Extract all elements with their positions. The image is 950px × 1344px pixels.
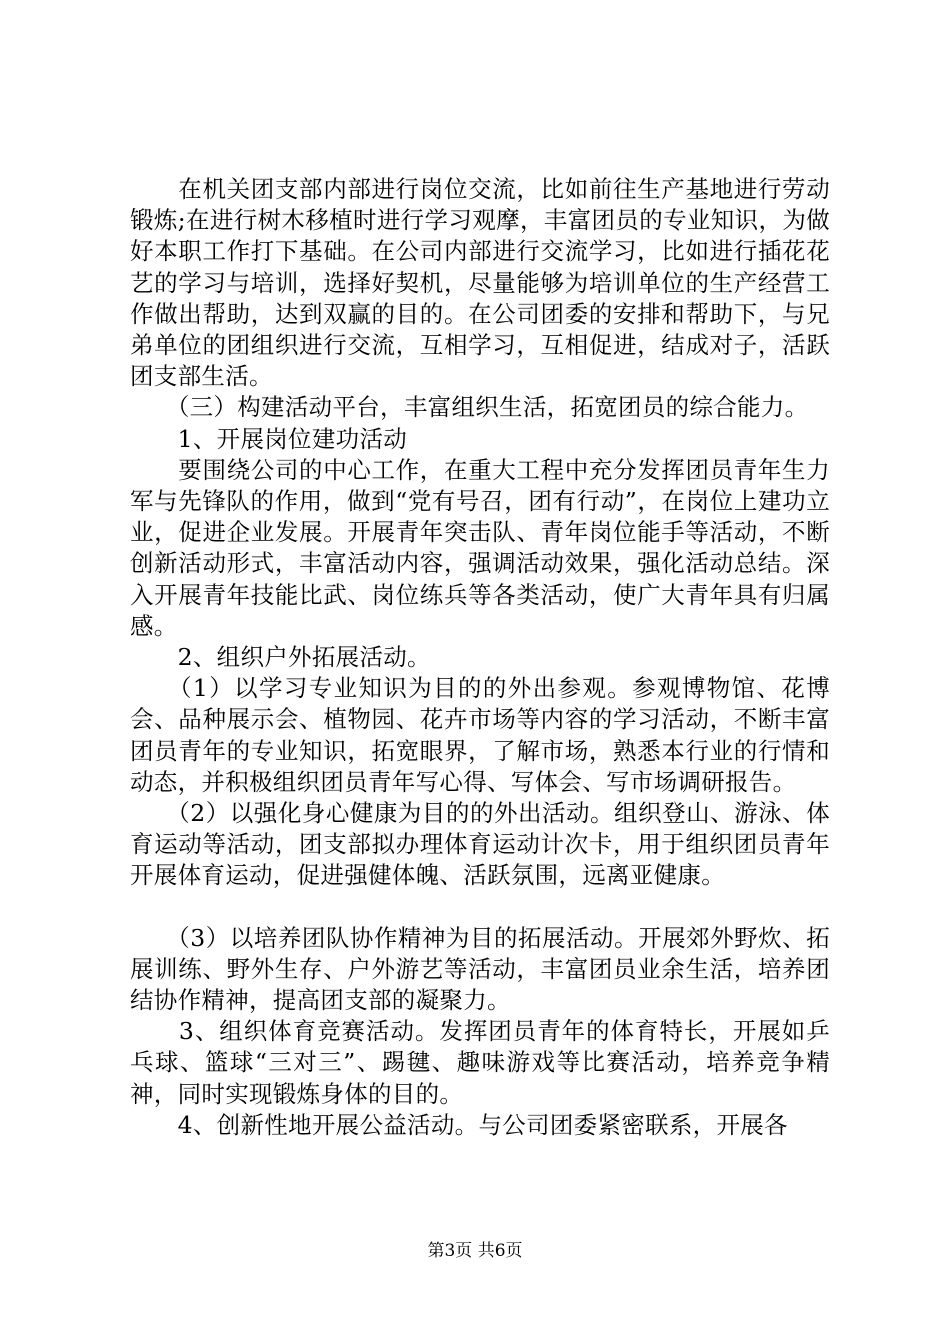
paragraph-job-exchange: 在机关团支部内部进行岗位交流，比如前往生产基地进行劳动锻炼;在进行树木移植时进行学习观摩，丰富团员的专业知识，为做好本职工作打下基础。在公司内部进行交流学习，比如进行插花花艺的学习与培训，选择好契机，尽量能够为培训单位的生产经营工作做出帮助，达到双赢的目的。在公司团委的安排和帮助下，与兄弟单位的团组织进行交流，互相学习，互相促进，结成对子，活跃团支部生活。 [130,175,830,391]
heading-item-2: 2、组织户外拓展活动。 [130,643,431,672]
paragraph-item-4: 4、创新性地开展公益活动。与公司团委紧密联系，开展各 [130,1110,788,1139]
heading-section-three: （三）构建活动平台，丰富组织生活，拓宽团员的综合能力。 [130,393,809,422]
paragraph-outdoor-1: （1）以学习专业知识为目的的外出参观。参观博物馆、花博会、品种展示会、植物园、花卉市场等内容的学习活动，不断丰富团员青年的专业知识，拓宽眼界，了解市场，熟悉本行业的行情和动态，并积极组织团员青年写心得、写体会、写市场调研报告。 [130,674,830,796]
paragraph-outdoor-3: （3）以培养团队协作精神为目的拓展活动。开展郊外野炊、拓展训练、野外生存、户外游艺等活动，丰富团员业余生活，培养团结协作精神，提高团支部的凝聚力。 [130,923,830,1015]
paragraph-outdoor-2: （2）以强化身心健康为目的的外出活动。组织登山、游泳、体育运动等活动，团支部拟办理体育运动计次卡，用于组织团员青年开展体育运动，促进强健体魄、活跃氛围，远离亚健康。 [130,799,830,890]
paragraph-job-merit: 要围绕公司的中心工作，在重大工程中充分发挥团员青年生力军与先锋队的作用，做到“党有号召，团有行动”，在岗位上建功立业，促进企业发展。开展青年突击队、青年岗位能手等活动，不断创新活动形式，丰富活动内容，强调活动效果，强化活动总结。深入开展青年技能比武、岗位练兵等各类活动，使广大青年具有归属感。 [130,455,830,640]
document-body [130,174,830,1141]
page-number-footer: 第3页 共6页 [427,1241,523,1261]
paragraph-item-3: 3、组织体育竞赛活动。发挥团员青年的体育特长，开展如乒乓球、篮球“三对三”、踢毽、趣味游戏等比赛活动，培养竞争精神，同时实现锻炼身体的目的。 [130,1017,830,1108]
heading-item-1: 1、开展岗位建功活动 [130,424,408,453]
